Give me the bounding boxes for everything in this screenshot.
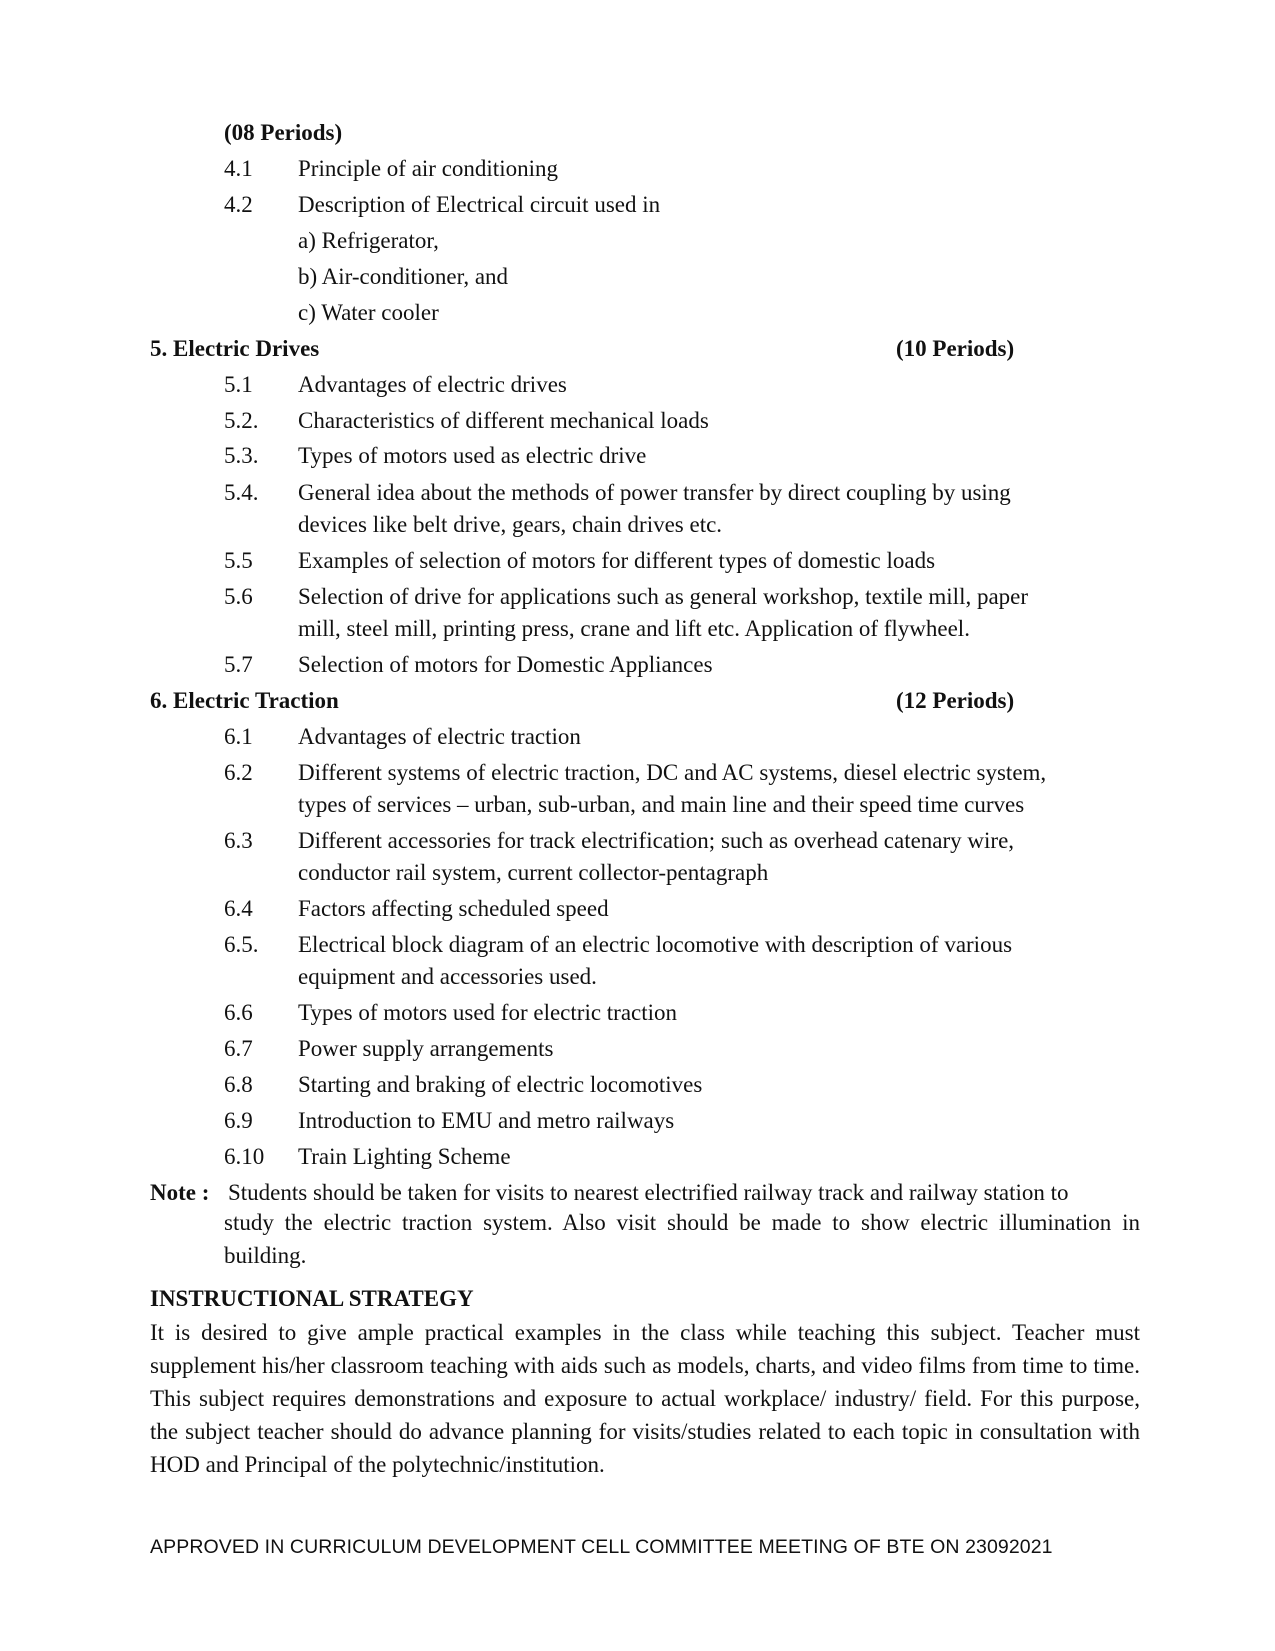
item-text: Characteristics of different mechanical loads [298,408,709,433]
item-number: 6.5. [224,932,259,957]
item-text: Advantages of electric drives [298,372,567,397]
item-number: 5.6 [224,584,253,609]
item-number: 5.5 [224,548,253,573]
item-text: Different accessories for track electrification; such as overhead catenary wire, [298,828,1015,853]
item-text: Introduction to EMU and metro railways [298,1108,675,1133]
item-number: 6.9 [224,1108,253,1133]
item-text: Train Lighting Scheme [298,1144,511,1169]
item-number: 6.10 [224,1144,265,1169]
item-number: 6.3 [224,828,253,853]
section-periods: (12 Periods) [896,688,1015,713]
sub-item: c) Water cooler [298,300,439,325]
item-number: 6.4 [224,896,253,921]
item-text: Selection of drive for applications such as general workshop, textile mill, paper [298,584,1029,609]
item-text: General idea about the methods of power transfer by direct coupling by using [298,480,1011,505]
sub-item: a) Refrigerator, [298,228,439,253]
strategy-heading: INSTRUCTIONAL STRATEGY [150,1286,474,1311]
page-footer: APPROVED IN CURRICULUM DEVELOPMENT CELL COMMITTEE MEETING OF BTE ON 23092021 [150,1536,1053,1558]
item-text: Selection of motors for Domestic Appliances [298,652,713,677]
item-text: Electrical block diagram of an electric locomotive with description of various [298,932,1013,957]
sub-item: b) Air-conditioner, and [298,264,509,289]
strategy-paragraph: It is desired to give ample practical examples in the class while teaching this subject. Teacher must supplement his/her classroom teaching with aids such as models, charts, and video films from time to time. This subject requires demonstrations and exposure to actual workplace/ industry/ field. For this purpose, the subject teacher should do advance planning for visits/studies related to each topic in consultation with HOD and Principal of the polytechnic/institution. [150,1320,1140,1477]
item-text-continued: conductor rail system, current collector-pentagraph [298,860,769,885]
item-text: Examples of selection of motors for different types of domestic loads [298,548,936,573]
item-number: 4.2 [224,192,253,217]
item-text: Advantages of electric traction [298,724,581,749]
item-text-continued: equipment and accessories used. [298,964,597,989]
item-number: 6.8 [224,1072,253,1097]
item-number: 6.7 [224,1036,253,1061]
item-number: 5.7 [224,652,253,677]
item-number: 5.2. [224,408,259,433]
section4-periods: (08 Periods) [224,120,343,145]
item-text-continued: types of services – urban, sub-urban, and main line and their speed time curves [298,792,1025,817]
item-text: Principle of air conditioning [298,156,558,181]
item-text-continued: mill, steel mill, printing press, crane and lift etc. Application of flywheel. [298,616,970,641]
item-text: Power supply arrangements [298,1036,554,1061]
note-label: Note : [150,1180,210,1205]
item-number: 5.1 [224,372,253,397]
item-number: 4.1 [224,156,253,181]
note-text-continued: study the electric traction system. Also visit should be made to show electric illumination in building. [224,1210,1140,1268]
section-heading: 5. Electric Drives [150,336,320,361]
item-number: 6.6 [224,1000,253,1025]
item-text-continued: devices like belt drive, gears, chain drives etc. [298,512,723,537]
section-heading: 6. Electric Traction [150,688,339,713]
note-text-first-line: Students should be taken for visits to nearest electrified railway track and railway station to [228,1180,1069,1205]
section-periods: (10 Periods) [896,336,1015,361]
item-text: Description of Electrical circuit used in [298,192,661,217]
item-number: 5.3. [224,443,259,468]
item-text: Different systems of electric traction, DC and AC systems, diesel electric system, [298,760,1047,785]
item-number: 6.2 [224,760,253,785]
item-number: 6.1 [224,724,253,749]
item-text: Types of motors used for electric traction [298,1000,678,1025]
item-number: 5.4. [224,480,259,505]
item-text: Factors affecting scheduled speed [298,896,609,921]
item-text: Starting and braking of electric locomotives [298,1072,703,1097]
item-text: Types of motors used as electric drive [298,443,647,468]
